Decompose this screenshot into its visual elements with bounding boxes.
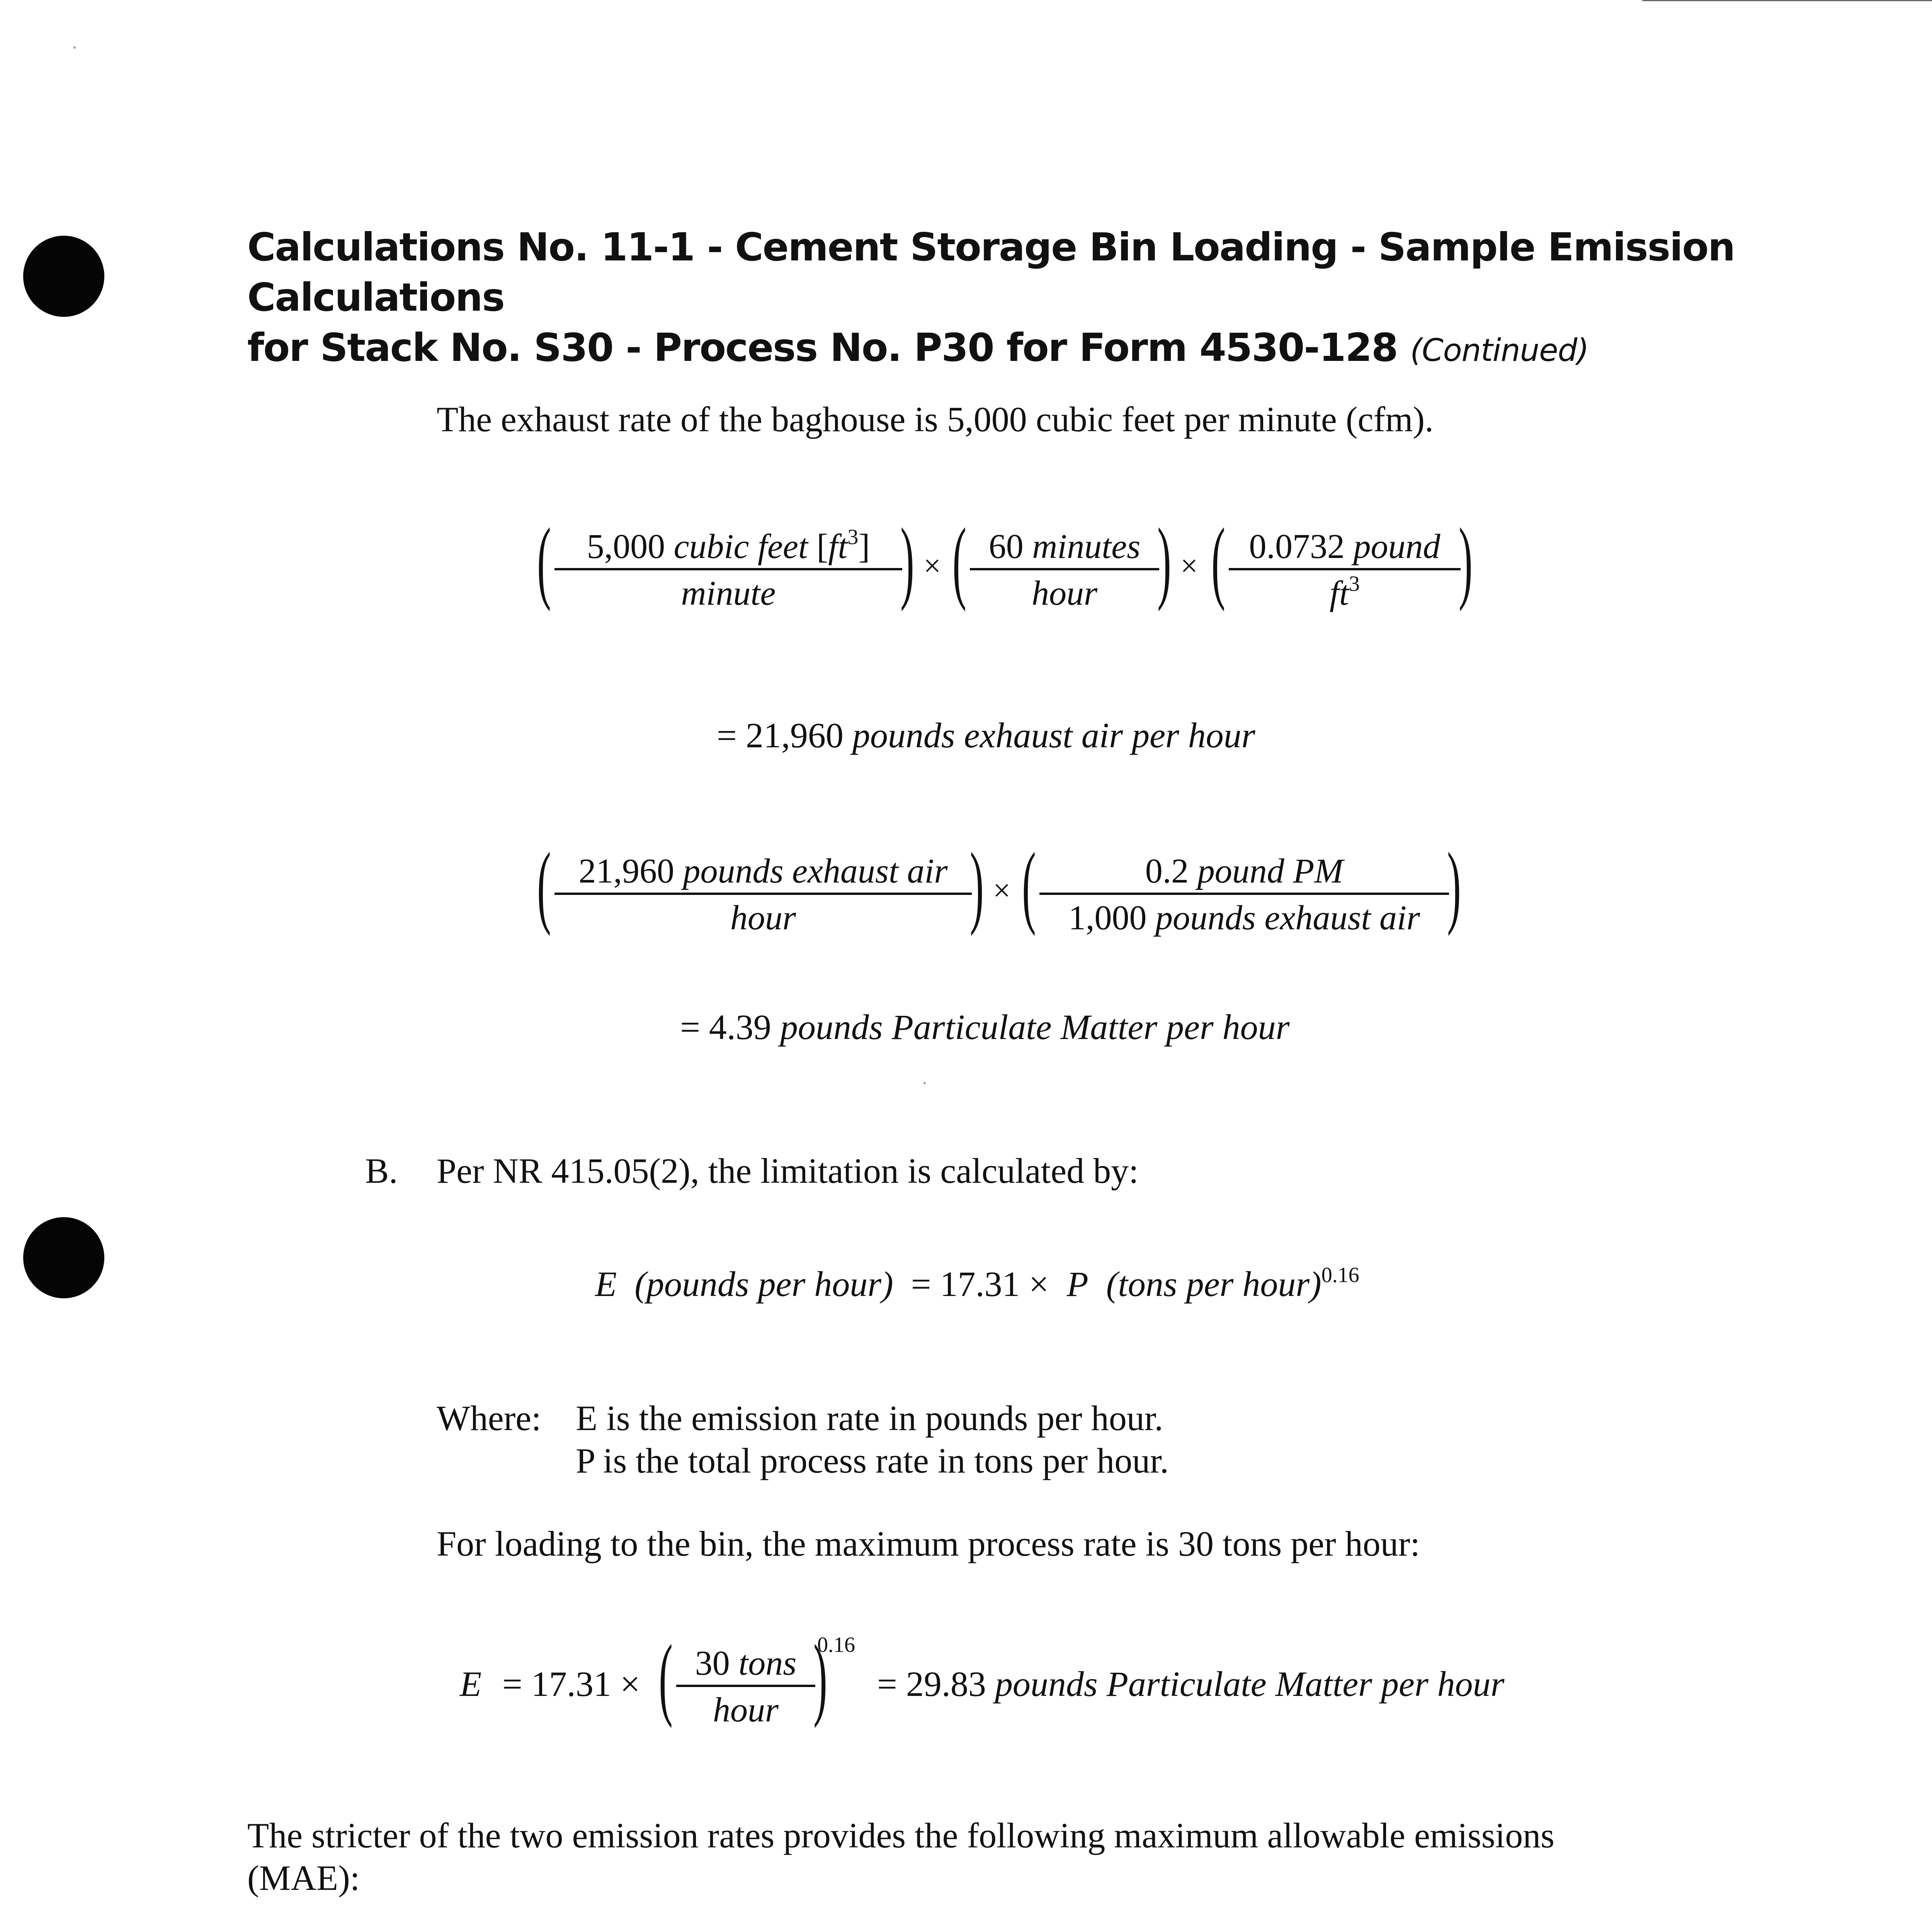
- fraction-tons-denominator: hour: [713, 1691, 779, 1729]
- result-particulate: = 4.39 pounds Particulate Matter per hour: [680, 1007, 1290, 1047]
- stricter-line-2: (MAE):: [247, 1858, 360, 1898]
- times-sign: ×: [923, 549, 941, 583]
- intro-text: The exhaust rate of the baghouse is 5,000 cubic feet per minute (cfm).: [437, 400, 1434, 439]
- heading-line-1: Calculations No. 11-1 - Cement Storage Bin Loading - Sample Emission Calculations: [247, 224, 1735, 320]
- paren-close: ): [813, 1626, 827, 1728]
- paren-close: ): [900, 509, 914, 612]
- fraction-factor-denominator: 1,000 pounds exhaust air: [1068, 899, 1420, 937]
- loading-text: For loading to the bin, the maximum process rate is 30 tons per hour:: [437, 1524, 1420, 1563]
- top-edge-line: [1642, 0, 1932, 1]
- fraction-cfm-numerator: 5,000 cubic feet $[ft^3]$: [554, 526, 902, 570]
- fraction-density-denominator: $ft^3$: [1329, 572, 1360, 612]
- fraction-minutes-denominator: hour: [1031, 574, 1098, 612]
- fraction-minutes-per-hour: [970, 526, 1159, 617]
- eq3-lhs: E: [460, 1664, 482, 1704]
- formula-p-unit: (tons per hour): [1106, 1264, 1321, 1304]
- eq3-coefficient: = 17.31 ×: [502, 1664, 640, 1704]
- eq3-result: = 29.83 pounds Particulate Matter per hour: [877, 1664, 1505, 1704]
- binder-hole-top: [23, 236, 104, 317]
- paren-open: (: [1211, 509, 1225, 612]
- result-exhaust-air: = 21,960 pounds exhaust air per hour: [717, 716, 1255, 755]
- where-line-1: E is the emission rate in pounds per hour.: [576, 1398, 1163, 1438]
- fraction-exhaust-per-hour: [554, 850, 972, 941]
- eq3-exponent: 0.16: [817, 1633, 855, 1657]
- fraction-exhaust-numerator: 21,960 pounds exhaust air: [554, 850, 972, 895]
- stricter-line-1: The stricter of the two emission rates provides the following maximum allowable emissions: [247, 1816, 1554, 1855]
- fraction-factor-numerator: 0.2 pound PM: [1039, 850, 1449, 895]
- paren-open: (: [537, 833, 551, 936]
- paren-close: ): [1157, 509, 1171, 612]
- fraction-cfm-denominator: minute: [681, 574, 776, 612]
- fraction-density-numerator: 0.0732 pound: [1229, 526, 1461, 570]
- page-heading: [247, 222, 1793, 376]
- formula-e: E: [595, 1264, 617, 1304]
- paren-open: (: [952, 509, 966, 612]
- binder-hole-middle: [23, 1217, 104, 1298]
- formula-p: P: [1066, 1264, 1088, 1304]
- heading-continued: (Continued): [1410, 332, 1589, 368]
- heading-line-2-text: for Stack No. S30 - Process No. P30 for Form 4530-128: [247, 325, 1398, 370]
- paren-close: ): [1447, 833, 1461, 936]
- fraction-exhaust-denominator: hour: [730, 899, 796, 937]
- scan-speck: [923, 1082, 926, 1084]
- fraction-minutes-numerator: 60 minutes: [970, 526, 1159, 570]
- times-sign: ×: [1180, 549, 1198, 583]
- scan-speck: [73, 46, 76, 49]
- fraction-tons-numerator: 30 tons: [676, 1642, 815, 1687]
- formula-e-unit: (pounds per hour): [634, 1264, 893, 1304]
- equation-exhaust-mass: [537, 510, 1503, 626]
- limitation-formula: [595, 1264, 1359, 1304]
- paren-open: (: [1022, 833, 1036, 936]
- paren-close: ): [1459, 509, 1473, 612]
- fraction-tons-per-hour: [676, 1642, 815, 1733]
- paren-open: (: [659, 1626, 673, 1728]
- times-sign: ×: [993, 874, 1011, 908]
- where-label: Where:: [437, 1398, 541, 1438]
- formula-coefficient: = 17.31 ×: [911, 1264, 1049, 1304]
- paren-close: ): [970, 833, 984, 936]
- equation-particulate: [537, 835, 1503, 951]
- fraction-density: [1229, 526, 1461, 617]
- section-b-text: Per NR 415.05(2), the limitation is calculated by:: [437, 1151, 1139, 1190]
- where-line-2: P is the total process rate in tons per hour.: [576, 1441, 1169, 1480]
- equation-process-limit: [460, 1627, 1580, 1743]
- paren-open: (: [537, 509, 551, 612]
- fraction-emission-factor: [1039, 850, 1449, 941]
- formula-exponent: 0.16: [1321, 1263, 1359, 1287]
- heading-line-2: [247, 323, 1793, 376]
- fraction-cfm: [554, 526, 902, 617]
- section-b-letter: B.: [365, 1151, 398, 1190]
